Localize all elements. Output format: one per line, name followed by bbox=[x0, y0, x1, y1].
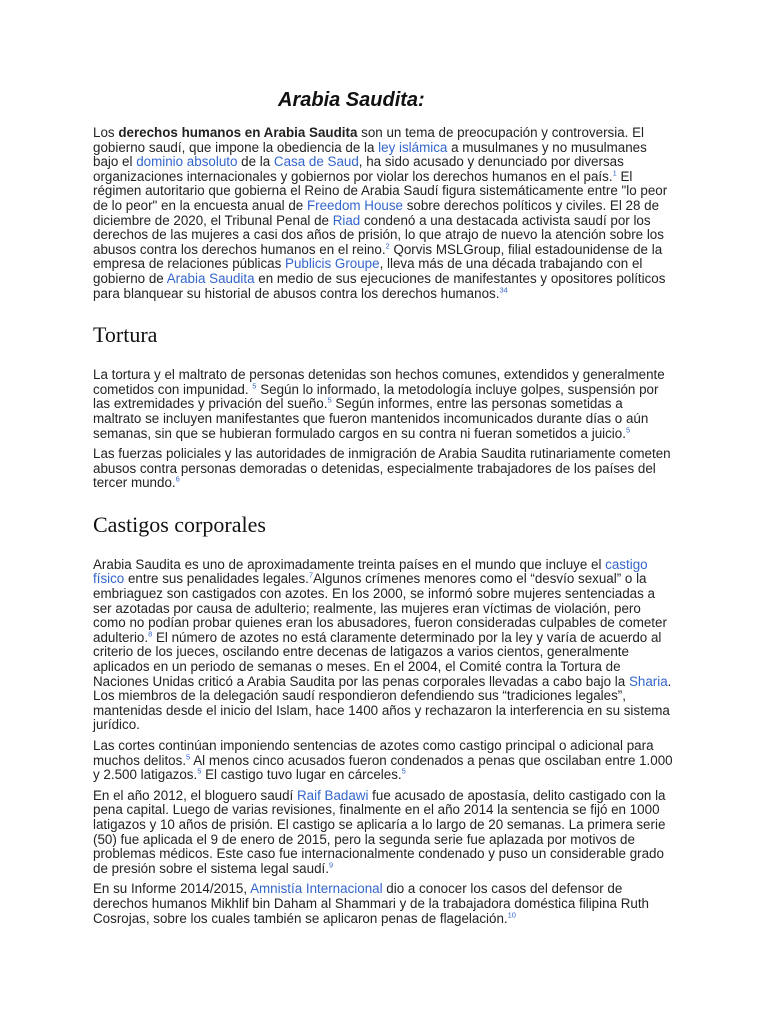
text-run: Al menos cinco acusados fueron condenados a penas que oscilaban entre 1.000 y 2.500 latigazos. bbox=[93, 752, 673, 783]
reference-link[interactable]: 9 bbox=[328, 860, 334, 870]
text-run: El castigo tuvo lugar en cárceles. bbox=[201, 767, 402, 783]
tortura-paragraph-2 bbox=[93, 447, 673, 491]
reference-link[interactable]: 8 bbox=[148, 629, 153, 639]
text-run: Arabia Saudita es uno de aproximadamente treinta países en el mundo que incluye el bbox=[93, 556, 606, 572]
reference-link[interactable]: 5 bbox=[625, 425, 631, 435]
text-run: Algunos crímenes menores como el “desvío sexual” o la embriaguez son castigados con azotes. En los 2000, se informó sobre mujeres sentenciadas a ser azotadas por causa de adulterio; realmente, las mujeres eran víctimas de violación, pero como no podían probar quienes eran los abusadores, fueron consideradas culpables de cometer adulterio. bbox=[93, 571, 667, 645]
link-arabia-saudita[interactable]: Arabia Saudita bbox=[166, 270, 255, 286]
intro-paragraph bbox=[93, 126, 673, 301]
text-run: El régimen autoritario que gobierna el Reino de Arabia Saudí figura sistemáticamente entre "lo peor de lo peor" en la encuesta anual de bbox=[93, 168, 668, 213]
text-run: Según lo informado, la metodología incluye golpes, suspensión por las extremidades y privación del sueño. bbox=[93, 381, 659, 412]
text-run: En el año 2012, el bloguero saudí bbox=[93, 787, 297, 803]
reference-link[interactable]: 1 bbox=[612, 168, 617, 178]
reference-link[interactable]: 2 bbox=[385, 241, 390, 251]
text-run: Las cortes continúan imponiendo sentencias de azotes como castigo principal o adicional para muchos delitos. bbox=[93, 738, 654, 768]
text-run: en medio de sus ejecuciones de manifestantes y opositores políticos para blanquear su historial de abusos contra los derechos humanos. bbox=[93, 270, 666, 301]
link-freedom-house[interactable]: Freedom House bbox=[306, 197, 403, 213]
text-run: Qorvis MSLGroup, filial estadounidense de la empresa de relaciones públicas bbox=[93, 241, 663, 272]
link-casa-de-saud[interactable]: Casa de Saud bbox=[273, 154, 359, 170]
text-run: Las fuerzas policiales y las autoridades de inmigración de Arabia Saudita rutinariamente cometen abusos contra personas demoradas o detenidas, especialmente trabajadores de los países del tercer mundo. bbox=[93, 446, 671, 491]
link-ley-islamica[interactable]: ley islámica bbox=[378, 139, 448, 155]
reference-link[interactable]: 6 bbox=[175, 474, 180, 484]
link-raif-badawi[interactable]: Raif Badawi bbox=[297, 787, 369, 803]
bold-term: derechos humanos en Arabia Saudita bbox=[118, 125, 358, 140]
castigos-paragraph-3 bbox=[93, 789, 673, 877]
reference-link[interactable]: 5 bbox=[327, 395, 332, 405]
text-run: La tortura y el maltrato de personas detenidas son hechos comunes, extendidos y generalmente cometidos con impunidad. bbox=[93, 367, 665, 397]
text-run: fue acusado de apostasía, delito castigado con la pena capital. Luego de varias revisiones, finalmente en el año 2014 la sentencia se fijó en 1000 latigazos y 10 años de prisión. El castigo se aplicaría a lo largo de 20 semanas. La primera serie (50) fue aplicada el 9 de enero de 2015, pero la segunda serie fue aplazada por motivos de problemas médicos. Este caso fue internacionalmente condenado y puso un considerable grado de presión sobre el sistema legal saudí. bbox=[93, 787, 666, 876]
link-amnistia-internacional[interactable]: Amnistía Internacional bbox=[250, 881, 383, 897]
text-run: El número de azotes no está claramente determinado por la ley y varía de acuerdo al criterio de los jueces, oscilando entre decenas de latigazos a varios cientos, generalmente aplicados en un periodo de semanas o meses. En el 2004, el Comité contra la Tortura de Naciones Unidas criticó a Arabia Saudita por las penas corporales llevadas a cabo bajo la bbox=[93, 629, 662, 689]
reference-link[interactable]: 5 bbox=[252, 381, 257, 391]
text-run: , lleva más de una década trabajando con el gobierno de bbox=[93, 256, 643, 286]
reference-link[interactable]: 10 bbox=[507, 910, 516, 920]
reference-link[interactable]: 5 bbox=[401, 766, 406, 776]
text-run: En su Informe 2014/2015, bbox=[93, 881, 251, 897]
reference-link[interactable]: 34 bbox=[499, 285, 508, 295]
link-publicis-groupe[interactable]: Publicis Groupe bbox=[285, 256, 380, 272]
castigos-paragraph-4 bbox=[93, 882, 673, 926]
link-dominio-absoluto[interactable]: dominio absoluto bbox=[136, 154, 238, 170]
text-run: entre sus penalidades legales. bbox=[124, 571, 309, 587]
section-heading-tortura: Tortura bbox=[93, 322, 158, 348]
link-sharia[interactable]: Sharia bbox=[628, 673, 668, 689]
text-run: dio a conocer los casos del defensor de derechos humanos Mikhlif bin Daham al Shammari y de la trabajadora doméstica filipina Ruth Cosrojas, sobre los cuales también se aplicaron penas de flagelación. bbox=[93, 881, 649, 926]
reference-link[interactable]: 5 bbox=[197, 766, 202, 776]
text-run: sobre derechos políticos y civiles. El 28 de diciembre de 2020, el Tribunal Penal de bbox=[93, 197, 660, 228]
reference-link[interactable]: 5 bbox=[186, 752, 191, 762]
text-run: . Los miembros de la delegación saudí respondieron defendiendo sus “tradiciones legales”, mantenidas desde el inicio del Islam, hace 1400 años y rechazaron la interferencia en su sistema jurídico. bbox=[93, 673, 672, 733]
reference-link[interactable]: 7 bbox=[308, 571, 314, 580]
link-riad[interactable]: Riad bbox=[332, 212, 361, 228]
tortura-paragraph-1 bbox=[93, 368, 673, 441]
castigos-paragraph-2 bbox=[93, 739, 673, 783]
document-title: Arabia Saudita: bbox=[278, 89, 425, 111]
text-run: condenó a una destacada activista saudí por los derechos de las mujeres a casi dos años de prisión, lo que atrajo de nuevo la atención sobre los abusos contra los derechos humanos en el reino. bbox=[93, 212, 664, 257]
document-page bbox=[93, 88, 673, 932]
section-heading-castigos: Castigos corporales bbox=[93, 511, 266, 537]
text-run: de la bbox=[237, 154, 274, 170]
text-run: a musulmanes y no musulmanes bajo el bbox=[93, 139, 647, 170]
link-castigo-fisico[interactable]: castigo físico bbox=[93, 556, 648, 587]
text-run: son un tema de preocupación y controversia. El gobierno saudí, que impone la obediencia de la bbox=[93, 125, 644, 155]
text-run: Según informes, entre las personas sometidas a maltrato se incluyen manifestantes que fueron mantenidos incomunicados durante días o aún semanas, sin que se hubieran formulado cargos en su contra ni fueran sometidos a juicio. bbox=[93, 396, 649, 441]
text-run: , ha sido acusado y denunciado por diversas organizaciones internacionales y gobiernos por violar los derechos humanos en el país. bbox=[93, 154, 624, 184]
castigos-paragraph-1 bbox=[93, 558, 673, 733]
text-run: Los bbox=[93, 125, 119, 140]
